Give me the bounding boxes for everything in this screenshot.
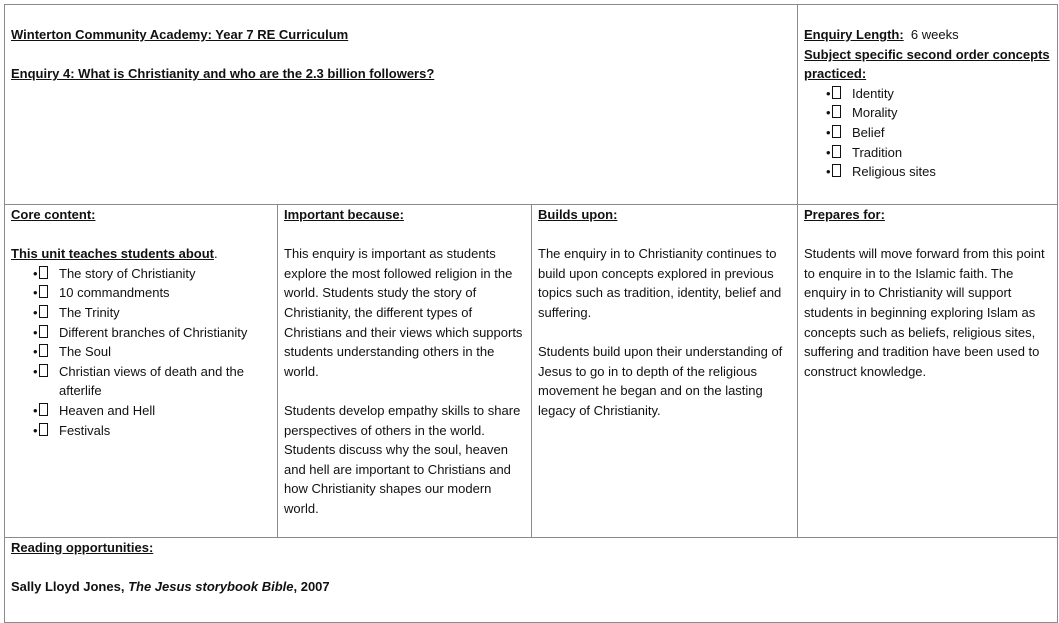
bullet-icon: • xyxy=(33,401,48,421)
bullet-icon: • xyxy=(33,421,48,441)
bullet-icon: • xyxy=(826,84,841,104)
title-cell xyxy=(5,5,798,205)
list-item: • The Soul xyxy=(33,342,271,362)
list-item: • Belief xyxy=(826,123,1051,143)
prepares-for-cell xyxy=(798,205,1058,538)
builds-upon-cell xyxy=(532,205,798,538)
bullet-icon: • xyxy=(826,103,841,123)
school-title: Winterton Community Academy: Year 7 RE Curriculum xyxy=(11,27,349,42)
bullet-icon: • xyxy=(826,162,841,182)
enquiry-length xyxy=(804,25,1051,45)
bullet-icon: • xyxy=(33,342,48,362)
reading-cell xyxy=(5,538,1058,623)
list-item: • Christian views of death and the afterlife xyxy=(33,363,244,399)
core-list xyxy=(11,264,271,440)
important-paragraph-2: Students develop empathy skills to share perspectives of others in the world. Students discuss why the soul, heaven and hell are important to Christians and how Christianity shapes our modern world. xyxy=(284,402,521,516)
bullet-icon: • xyxy=(33,283,48,303)
prepares-paragraph: Students will move forward from this point to enquire in to the Islamic faith. The enquiry in to Christianity will support students in beginning exploring Islam as concepts such as beliefs, religious sites, suffering and tradition have been used to construct knowledge. xyxy=(804,246,1045,379)
enquiry-length-label: Enquiry Length: xyxy=(804,27,904,42)
builds-heading: Builds upon: xyxy=(538,207,618,222)
reading-heading: Reading opportunities: xyxy=(11,540,154,555)
core-heading: Core content: xyxy=(11,207,96,222)
important-paragraph-1: This enquiry is important as students explore the most followed religion in the world. Students study the story of Christianity, the different types of Christians and their views which supports students understanding others in the world. xyxy=(284,246,523,379)
list-item: • The story of Christianity xyxy=(33,264,271,284)
important-heading: Important because: xyxy=(284,207,404,222)
prepares-heading: Prepares for: xyxy=(804,207,885,222)
reading-author: Sally Lloyd Jones, xyxy=(11,579,125,595)
builds-paragraph-1: The enquiry in to Christianity continues to build upon concepts explored in previous topics such as tradition, identity, belief and suffering. xyxy=(538,246,782,320)
concepts-list xyxy=(804,84,1051,182)
list-item: • Tradition xyxy=(826,143,1051,163)
enquiry-info-cell xyxy=(798,5,1058,205)
reading-book-title: The Jesus storybook Bible xyxy=(128,579,294,595)
core-content-cell xyxy=(5,205,278,538)
bullet-icon: • xyxy=(33,362,48,382)
enquiry-length-value: 6 weeks xyxy=(910,27,959,42)
bullet-icon: • xyxy=(33,264,48,284)
curriculum-table xyxy=(4,4,1058,623)
reading-year: , 2007 xyxy=(293,579,330,595)
bullet-icon: • xyxy=(826,143,841,163)
bullet-icon: • xyxy=(826,123,841,143)
list-item: • Identity xyxy=(826,84,1051,104)
core-intro: This unit teaches students about. xyxy=(11,246,218,262)
list-item: • The Trinity xyxy=(33,303,271,323)
reading-citation xyxy=(11,577,1051,597)
bullet-icon: • xyxy=(33,323,48,343)
list-item: • Different branches of Christianity xyxy=(33,323,271,343)
enquiry-title: Enquiry 4: What is Christianity and who are the 2.3 billion followers? xyxy=(11,66,435,82)
list-item: • Morality xyxy=(826,103,1051,123)
list-item: • Heaven and Hell xyxy=(33,401,271,421)
list-item: • Religious sites xyxy=(826,162,1051,182)
list-item: • 10 commandments xyxy=(33,283,271,303)
builds-paragraph-2: Students build upon their understanding of Jesus to go in to depth of the religious movement he began and on the lasting legacy of Christianity. xyxy=(538,344,783,418)
list-item: • Festivals xyxy=(33,421,271,441)
concepts-heading: Subject specific second order concepts practiced: xyxy=(804,46,1050,82)
bullet-icon: • xyxy=(33,303,48,323)
important-because-cell xyxy=(278,205,532,538)
